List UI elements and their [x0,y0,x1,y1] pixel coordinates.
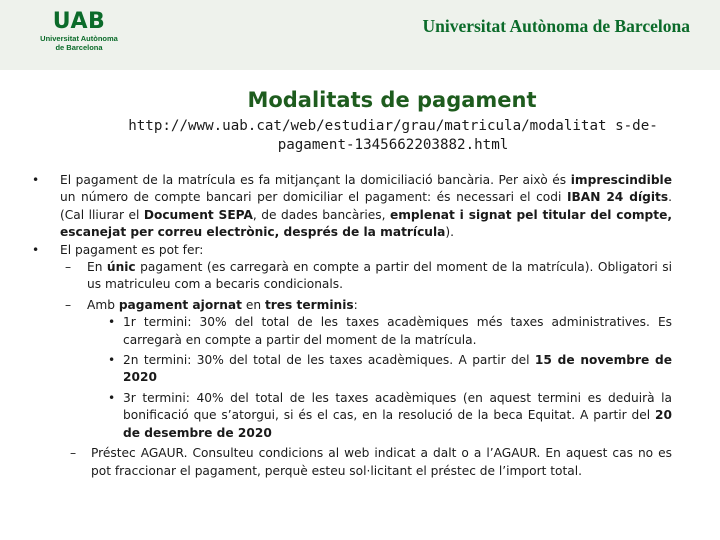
dash-item-single-payment [65,259,672,294]
uab-logo [38,10,120,52]
text-run: : [353,297,358,312]
bullet-marker: • [32,242,40,257]
source-url: http://www.uab.cat/web/estudiar/grau/matricula/modalitat s-de-pagament-1345662203882.html [128,118,658,153]
text-run: , de dades bancàries, [252,207,390,222]
logo-mark: UAB [52,9,106,34]
dash-item-agaur-loan [70,445,672,480]
text-run: El pagament es pot fer: [60,242,204,257]
text-run: . (Cal lliurar el [60,190,672,222]
bold-run: Document SEPA [143,207,253,222]
text-run: 2n termini: 30% del total de les taxes acadèmiques. A partir del [123,353,535,368]
bold-run: emplenat i signat pel titular del compte, escanejat per correu electrònic, després de la matrícula [60,207,673,240]
text-run: pagament (es carregarà en compte a partir del moment de la matrícula). Obligatori si us matriculeu com a becaris condicionals. [87,260,672,292]
bold-run: IBAN 24 dígits [566,190,669,205]
text-run: En [87,260,107,275]
bullet-marker: • [32,173,40,187]
slide-title: Modalitats de pagament [247,88,537,112]
bold-run: imprescindible [570,173,672,187]
sub-item-first-installment [108,314,672,349]
logo-line-1: Universitat Autònoma [40,34,118,43]
text-run: un número de compte bancari per domiciliar el pagament: és necessari el codi [60,190,567,205]
bullet-marker: • [108,353,116,368]
bullet-marker: • [108,390,116,405]
logo-line-2: de Barcelona [55,43,103,52]
bullet-item-domiciliation [32,172,673,242]
text-run: Préstec AGAUR. Consulteu condicions al web indicat a dalt o a l’AGAUR. En aquest cas no es pot fraccionar el pagament, perquè esteu sol·licitant el préstec de l’import total. [91,446,672,478]
bullet-item-payment-options [32,242,672,259]
bold-run: tres terminis [264,297,354,312]
sub-item-second-installment [108,352,672,387]
bold-run: únic [106,260,136,275]
dash-marker: – [65,297,72,312]
dash-marker: – [65,260,72,275]
bullet-marker: • [108,315,116,330]
text-run: en [241,297,265,312]
text-run: ). [445,225,455,240]
text-run: 1r termini: 30% del total de les taxes acadèmiques més taxes administratives. Es carregarà en compte a partir del moment de la matrícula. [123,315,672,347]
header-band [0,0,720,70]
slide-content [0,172,720,480]
dash-item-deferred-payment [65,297,672,314]
text-run: El pagament de la matrícula es fa mitjançant la domiciliació bancària. Per això és [60,173,571,187]
dash-marker: – [70,446,77,461]
university-name: Universitat Autònoma de Barcelona [422,16,690,36]
bold-run: 20 de desembre de 2020 [123,408,672,440]
sub-item-third-installment [108,390,672,442]
bold-run: pagament ajornat [118,297,242,312]
text-run: 3r termini: 40% del total de les taxes acadèmiques (en aquest termini es deduirà la bonificació que s’atorgui, si és el cas, en la resolució de la beca Equitat. A partir del [123,390,672,423]
bold-run: 15 de novembre de 2020 [123,353,672,385]
text-run: Amb [87,297,119,312]
